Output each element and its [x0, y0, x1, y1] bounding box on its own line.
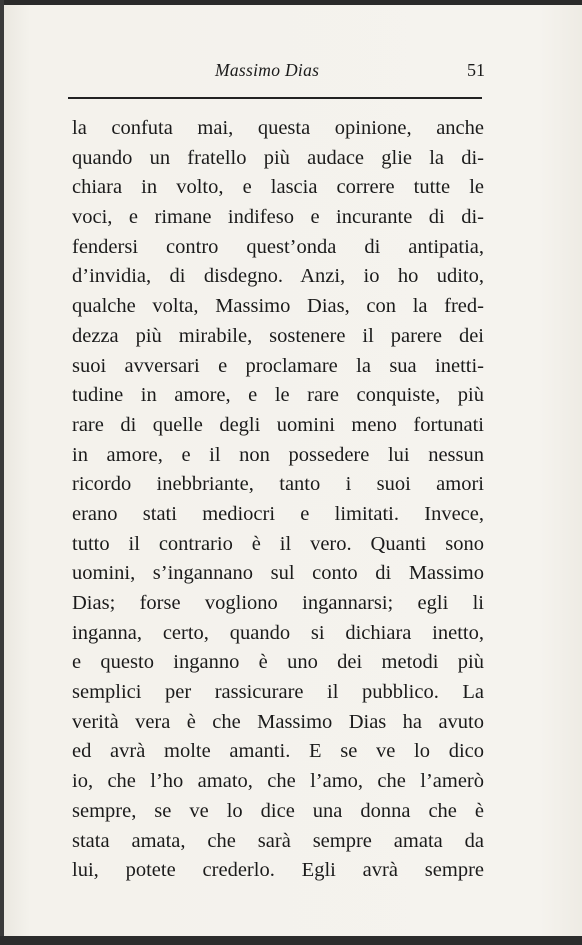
text-line: in amore, e il non possedere lui nessun: [72, 443, 484, 466]
page-bottom-edge: [0, 936, 582, 945]
text-line: tudine in amore, e le rare conquiste, più: [72, 384, 484, 407]
page-number: 51: [467, 60, 485, 80]
running-head: [65, 60, 485, 86]
text-line: uomini, s’ingannano sul conto di Massimo: [72, 562, 484, 585]
text-line: erano stati mediocri e limitati. Invece,: [72, 502, 484, 525]
text-line: lui, potete crederlo. Egli avrà sempre: [72, 859, 484, 882]
text-line: quando un fratello più audace glie la di-: [72, 146, 484, 169]
running-title: Massimo Dias: [215, 60, 320, 80]
text-line: la confuta mai, questa opinione, anche: [72, 117, 484, 139]
text-line: inganna, certo, quando si dichiara inetto,: [72, 621, 484, 644]
text-line: Dias; forse vogliono ingannarsi; egli li: [72, 592, 484, 614]
text-line: verità vera è che Massimo Dias ha avuto: [72, 710, 484, 733]
text-line: ed avrà molte amanti. E se ve lo dico: [72, 740, 484, 763]
text-line: d’invidia, di disdegno. Anzi, io ho udito,: [72, 265, 484, 288]
header-rule: [68, 97, 482, 99]
page-left-edge: [0, 0, 4, 945]
text-line: sempre, se ve lo dice una donna che è: [72, 799, 484, 822]
text-line: rare di quelle degli uomini meno fortunati: [72, 413, 484, 436]
page-top-edge: [0, 0, 582, 5]
text-line: io, che l’ho amato, che l’amo, che l’amerò: [72, 770, 484, 793]
text-line: dezza più mirabile, sostenere il parere dei: [72, 324, 484, 347]
text-line: e questo inganno è uno dei metodi più: [72, 651, 484, 674]
text-line: suoi avversari e proclamare la sua inetti-: [72, 354, 484, 377]
text-line: stata amata, che sarà sempre amata da: [72, 829, 484, 852]
text-line: voci, e rimane indifeso e incurante di di-: [72, 206, 484, 229]
text-line: qualche volta, Massimo Dias, con la fred-: [72, 295, 484, 318]
text-line: semplici per rassicurare il pubblico. La: [72, 681, 484, 704]
text-line: tutto il contrario è il vero. Quanti sono: [72, 532, 484, 555]
text-line: chiara in volto, e lascia correre tutte le: [72, 176, 484, 199]
text-line: ricordo inebbriante, tanto i suoi amori: [72, 473, 484, 496]
text-line: fendersi contro quest’onda di antipatia,: [72, 235, 484, 258]
body-text: [72, 114, 484, 886]
